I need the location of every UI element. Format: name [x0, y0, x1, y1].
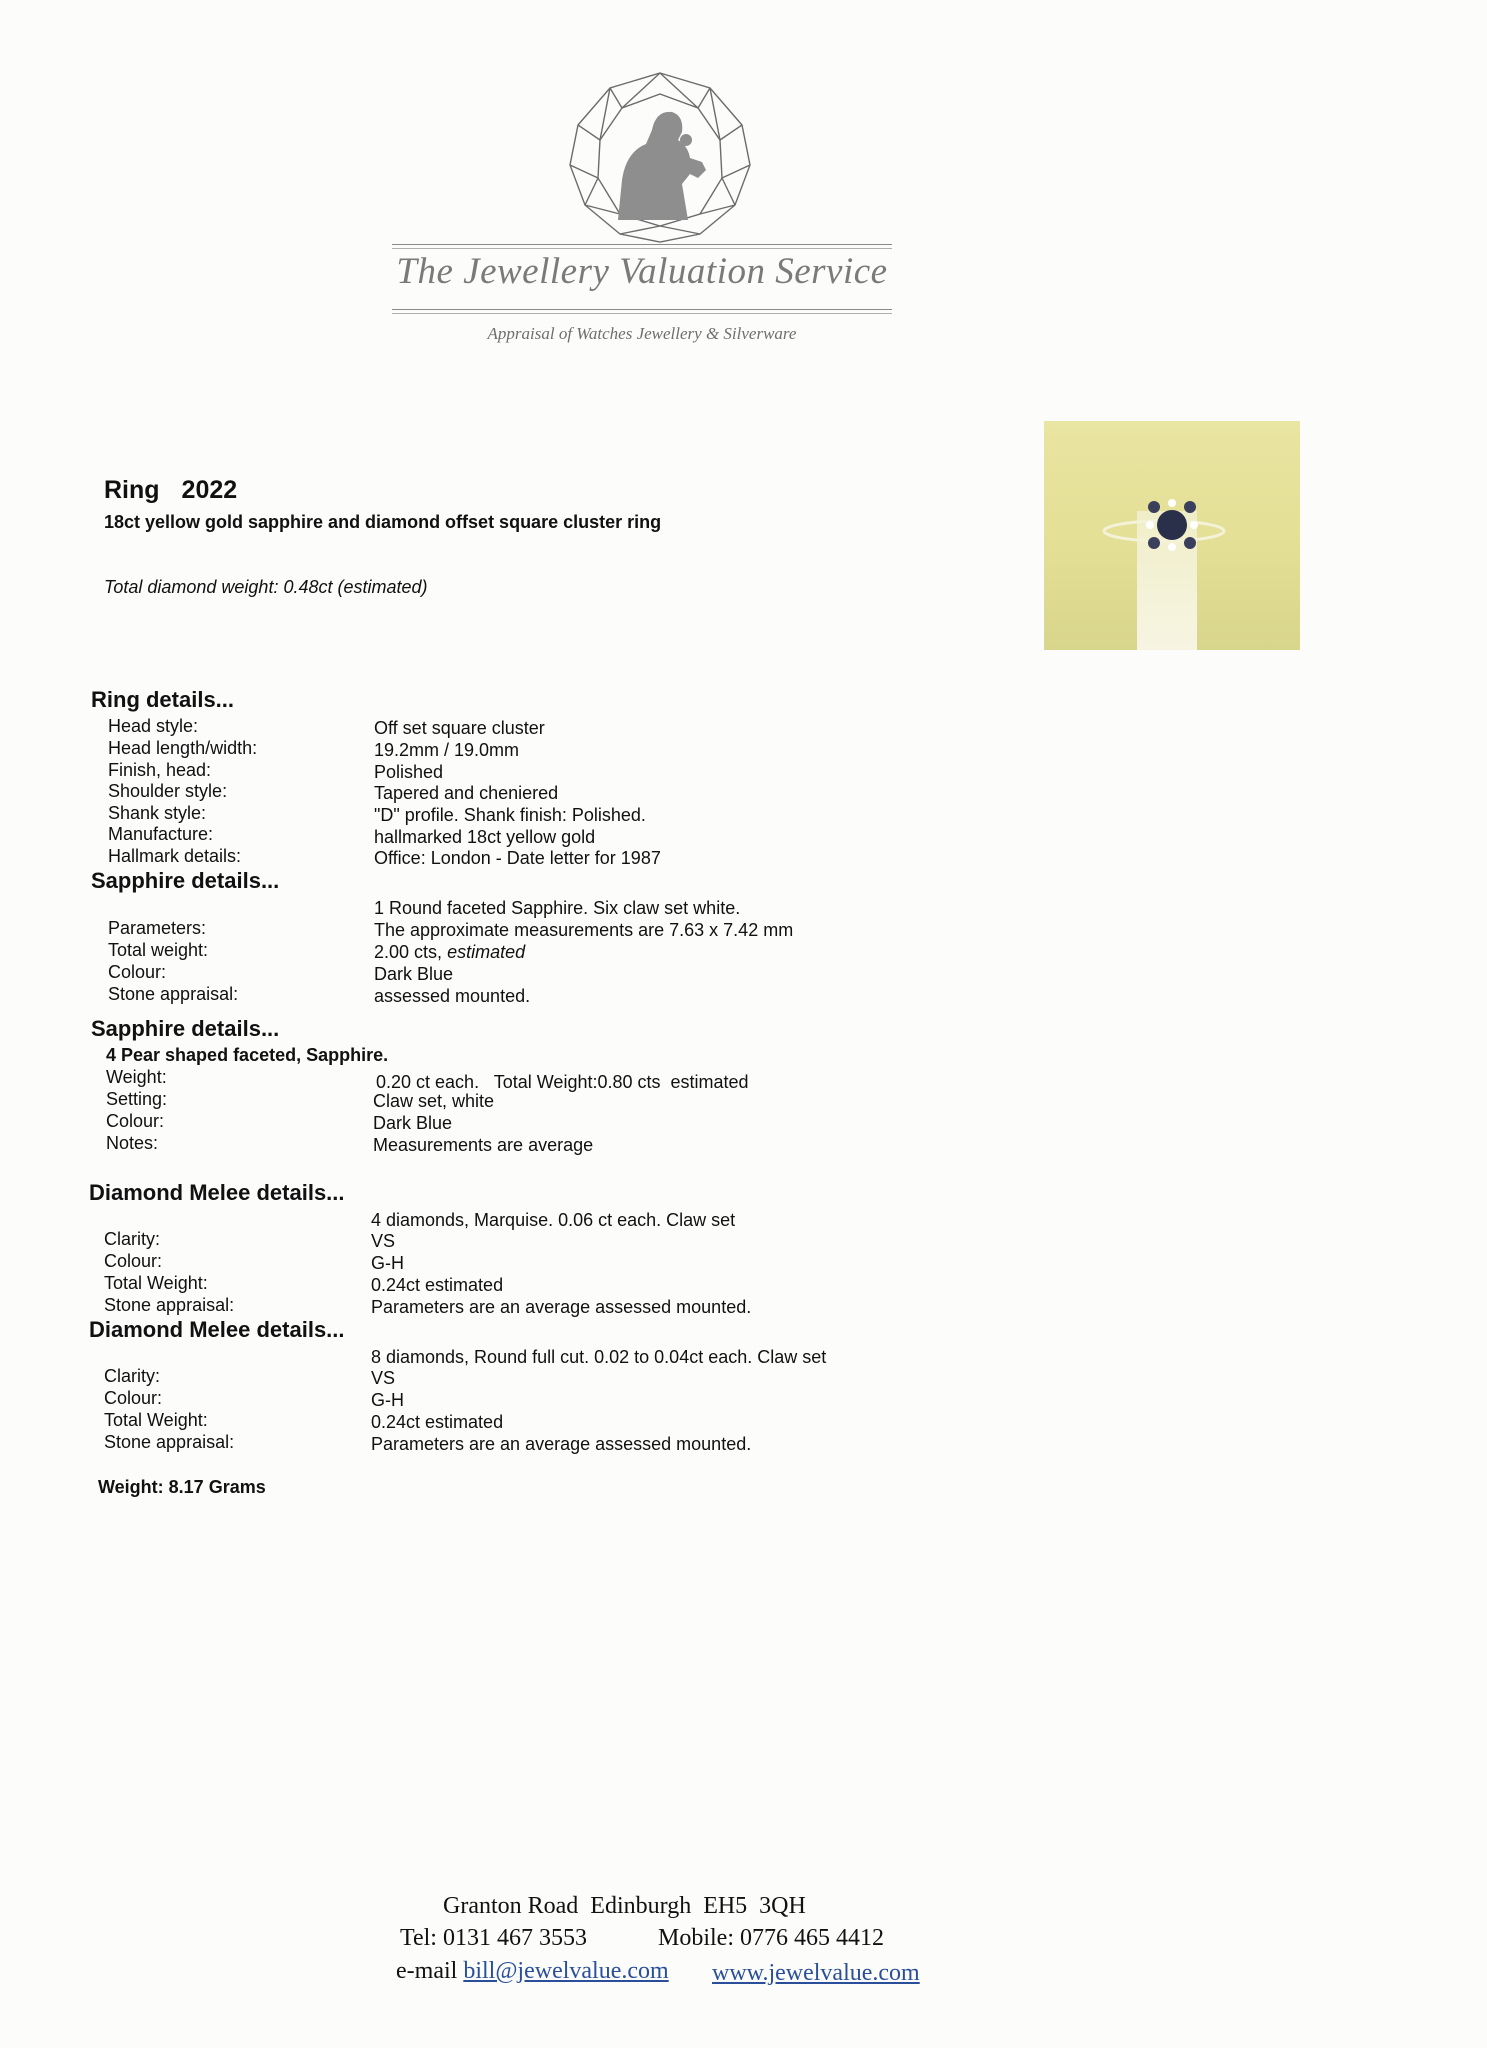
ring-manufacture-value: hallmarked 18ct yellow gold	[374, 827, 596, 847]
sapphire-2-intro: 4 Pear shaped faceted, Sapphire.	[106, 1045, 389, 1065]
ring-shank-value: "D" profile. Shank finish: Polished.	[374, 805, 646, 825]
melee-1-weight-label: Total Weight:	[104, 1273, 208, 1293]
melee-2-clarity-value: VS	[371, 1368, 396, 1388]
item-weight: Weight: 8.17 Grams	[98, 1477, 266, 1497]
sapphire-1-parameters-label: Parameters:	[108, 918, 207, 938]
ring-head-size-value: 19.2mm / 19.0mm	[374, 740, 520, 760]
item-description: 18ct yellow gold sapphire and diamond offset square cluster ring	[104, 512, 662, 532]
sapphire-1-colour-label: Colour:	[108, 962, 167, 982]
melee-2-intro: 8 diamonds, Round full cut. 0.02 to 0.04ct each. Claw set	[371, 1347, 827, 1367]
melee-1-appraisal-value: Parameters are an average assessed mounted.	[371, 1297, 752, 1317]
ring-shank-label: Shank style:	[108, 803, 207, 823]
diamond-melee-heading: Diamond Melee details...	[89, 1180, 345, 1205]
ring-hallmark-value: Office: London - Date letter for 1987	[374, 848, 661, 868]
ring-finish-label: Finish, head:	[108, 760, 212, 780]
sapphire-2-colour-label: Colour:	[106, 1111, 165, 1131]
email-link[interactable]: bill@jewelvalue.com	[463, 1958, 669, 1984]
melee-1-colour-value: G-H	[371, 1253, 404, 1273]
footer-tel: Tel: 0131 467 3553	[400, 1925, 587, 1951]
sapphire-2-colour-value: Dark Blue	[373, 1113, 453, 1133]
footer-website	[712, 1960, 920, 1987]
sapphire-2-setting-label: Setting:	[106, 1089, 168, 1109]
ring-head-style-value: Off set square cluster	[374, 718, 545, 738]
melee-2-clarity-label: Clarity:	[104, 1366, 161, 1386]
ring-finish-value: Polished	[374, 762, 444, 782]
sapphire-2-weight-value: 0.20 ct each. Total Weight:0.80 cts estimated	[376, 1072, 749, 1092]
ring-head-size-label: Head length/width:	[108, 738, 258, 758]
melee-1-weight-value: 0.24ct estimated	[371, 1275, 504, 1295]
sapphire-2-setting-value: Claw set, white	[373, 1091, 495, 1111]
ring-photo	[1044, 421, 1300, 650]
sapphire-1-appraisal-value: assessed mounted.	[374, 986, 531, 1006]
footer-email: e-mail bill@jewelvalue.com	[396, 1958, 669, 1984]
sapphire-1-colour-value: Dark Blue	[374, 964, 454, 984]
sapphire-1-weight-value: 2.00 cts, estimated	[374, 942, 526, 962]
item-type: Ring	[104, 476, 160, 504]
item-title	[104, 476, 237, 505]
sapphire-1-parameters-value: The approximate measurements are 7.63 x 7.42 mm	[374, 920, 794, 940]
sapphire-2-weight-label: Weight:	[106, 1067, 167, 1087]
sapphire-2-notes-label: Notes:	[106, 1133, 159, 1153]
melee-2-weight-label: Total Weight:	[104, 1410, 208, 1430]
melee-1-intro: 4 diamonds, Marquise. 0.06 ct each. Claw set	[371, 1210, 736, 1230]
company-name: The Jewellery Valuation Service	[396, 251, 888, 292]
sapphire-1-appraisal-label: Stone appraisal:	[108, 984, 239, 1004]
ring-manufacture-label: Manufacture:	[108, 824, 214, 844]
ring-shoulder-value: Tapered and cheniered	[374, 783, 559, 803]
melee-1-clarity-label: Clarity:	[104, 1229, 161, 1249]
ring-details-heading: Ring details...	[91, 687, 235, 712]
melee-1-colour-label: Colour:	[104, 1251, 163, 1271]
footer-mobile: Mobile: 0776 465 4412	[658, 1925, 884, 1951]
melee-2-weight-value: 0.24ct estimated	[371, 1412, 504, 1432]
jeweller-loupe-logo-icon	[560, 70, 760, 245]
website-link[interactable]: www.jewelvalue.com	[712, 1960, 920, 1986]
company-tagline: Appraisal of Watches Jewellery & Silverware	[487, 324, 797, 343]
melee-2-appraisal-label: Stone appraisal:	[104, 1432, 235, 1452]
ring-shoulder-label: Shoulder style:	[108, 781, 228, 801]
sapphire-details-heading: Sapphire details...	[91, 868, 280, 893]
item-year: 2022	[181, 476, 238, 504]
total-diamond-weight: Total diamond weight: 0.48ct (estimated)	[104, 577, 428, 597]
diamond-melee-heading: Diamond Melee details...	[89, 1317, 345, 1342]
sapphire-1-intro: 1 Round faceted Sapphire. Six claw set white.	[374, 898, 741, 918]
footer-address: Granton Road Edinburgh EH5 3QH	[443, 1893, 806, 1919]
sapphire-1-weight-label: Total weight:	[108, 940, 209, 960]
melee-2-appraisal-value: Parameters are an average assessed mounted.	[371, 1434, 752, 1454]
melee-1-clarity-value: VS	[371, 1231, 396, 1251]
sapphire-2-notes-value: Measurements are average	[373, 1135, 594, 1155]
melee-1-appraisal-label: Stone appraisal:	[104, 1295, 235, 1315]
ring-hallmark-label: Hallmark details:	[108, 846, 242, 866]
ring-head-style-label: Head style:	[108, 716, 199, 736]
melee-2-colour-value: G-H	[371, 1390, 404, 1410]
melee-2-colour-label: Colour:	[104, 1388, 163, 1408]
sapphire-details-heading: Sapphire details...	[91, 1016, 280, 1041]
